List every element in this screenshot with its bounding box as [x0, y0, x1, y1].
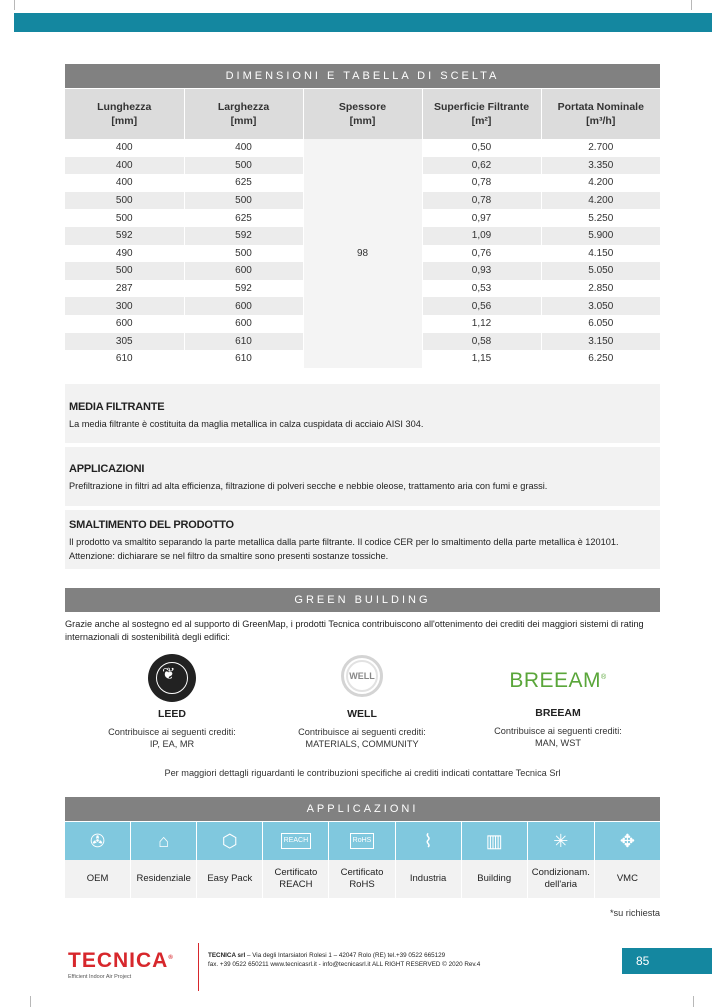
app-label: Easy Pack [197, 860, 262, 898]
cell-superficie: 1,09 [422, 227, 541, 245]
header-portata: Portata Nominale [m³/h] [541, 89, 660, 139]
crop-mark [693, 996, 694, 1007]
cell-portata: 5.900 [541, 227, 660, 245]
header-larghezza: Larghezza [mm] [184, 89, 303, 139]
header-spessore: Spessore [mm] [303, 89, 422, 139]
cert-well [272, 655, 452, 750]
cell-larghezza: 600 [184, 297, 303, 315]
cell-lunghezza: 500 [65, 192, 184, 210]
cell-portata: 4.150 [541, 245, 660, 263]
green-building-section-title: GREEN BUILDING [65, 588, 660, 612]
cell-larghezza: 500 [184, 245, 303, 263]
cell-superficie: 0,78 [422, 174, 541, 192]
media-filtrante-text: La media filtrante è costituita da maglia metallica in calza cuspidata di acciaio AISI 304. [69, 419, 424, 429]
snowflake-icon: ✳ [528, 822, 594, 860]
cell-larghezza: 600 [184, 262, 303, 280]
cert-leed [82, 654, 262, 750]
cell-lunghezza: 490 [65, 245, 184, 263]
rohs-icon: RoHS [329, 822, 394, 860]
cell-superficie: 0,78 [422, 192, 541, 210]
building-icon: ▥ [462, 822, 527, 860]
well-logo-icon: WELL [341, 655, 383, 697]
cell-larghezza: 625 [184, 209, 303, 227]
app-industria [396, 822, 462, 898]
top-accent-bar [14, 13, 712, 32]
cell-portata: 3.050 [541, 297, 660, 315]
cert-credits: MATERIALS, COMMUNITY [305, 739, 419, 749]
cell-lunghezza: 305 [65, 333, 184, 351]
cell-portata: 6.250 [541, 350, 660, 368]
cell-portata: 6.050 [541, 315, 660, 333]
footer-line-1: TECNICA srl – Via degli Intarsiatori Rolesi 1 – 42047 Rolo (RE) tel.+39 0522 665129 [208, 952, 446, 959]
cell-portata: 5.050 [541, 262, 660, 280]
crop-mark [30, 996, 31, 1007]
ventilation-icon: ✥ [595, 822, 660, 860]
reach-icon: REACH [263, 822, 328, 860]
smaltimento-text-2: Attenzione: dichiarare se nel filtro da smaltire sono presenti sostanze tossiche. [69, 551, 389, 561]
header-lunghezza: Lunghezza [mm] [65, 89, 184, 139]
app-residenziale [131, 822, 197, 898]
cell-portata: 4.200 [541, 192, 660, 210]
smaltimento-title: SMALTIMENTO DEL PRODOTTO [69, 519, 234, 531]
app-label: Industria [396, 860, 461, 898]
app-label: Certificato REACH [263, 860, 328, 898]
cell-lunghezza: 500 [65, 209, 184, 227]
cell-portata: 2.850 [541, 280, 660, 298]
applicazioni-section-title: APPLICAZIONI [65, 797, 660, 821]
app-rohs [329, 822, 395, 898]
cert-credits-label: Contribuisce ai seguenti crediti: [298, 727, 426, 737]
cell-superficie: 0,53 [422, 280, 541, 298]
smaltimento-text-1: Il prodotto va smaltito separando la parte metallica dalla parte filtrante. Il codice CER per lo smaltimento della parte metallica è 120101. [69, 537, 619, 547]
cert-credits: MAN, WST [535, 738, 581, 748]
app-oem [65, 822, 131, 898]
cell-larghezza: 625 [184, 174, 303, 192]
cell-larghezza: 592 [184, 227, 303, 245]
cert-credits-label: Contribuisce ai seguenti crediti: [494, 726, 622, 736]
app-label: Condizionam. dell'aria [528, 860, 594, 898]
app-label: OEM [65, 860, 130, 898]
cell-portata: 5.250 [541, 209, 660, 227]
footer-contact [208, 951, 480, 969]
dimensions-section-title: DIMENSIONI E TABELLA DI SCELTA [65, 64, 660, 88]
brand-name: TECNICA® [68, 949, 174, 972]
cell-superficie: 1,12 [422, 315, 541, 333]
cell-larghezza: 600 [184, 315, 303, 333]
media-filtrante-box [65, 384, 660, 443]
cert-credits-label: Contribuisce ai seguenti crediti: [108, 727, 236, 737]
industry-icon: ⌇ [396, 822, 461, 860]
applications-table [65, 822, 660, 898]
su-richiesta-note: *su richiesta [609, 908, 660, 918]
applicazioni-box [65, 447, 660, 506]
crop-mark [691, 0, 692, 10]
cert-credits: IP, EA, MR [149, 739, 195, 749]
cell-superficie: 0,50 [422, 139, 541, 157]
cell-larghezza: 610 [184, 350, 303, 368]
fan-icon: ✇ [65, 822, 130, 860]
cell-lunghezza: 500 [65, 262, 184, 280]
cell-portata: 3.150 [541, 333, 660, 351]
cell-spessore: 98 [303, 139, 422, 368]
app-easy-pack [197, 822, 263, 898]
app-label: Building [462, 860, 527, 898]
table-row [65, 139, 660, 157]
cell-lunghezza: 400 [65, 157, 184, 175]
footer-line-2: fax. +39 0522 650211 www.tecnicasrl.it - info@tecnicasrl.it ALL RIGHT RESERVED © 2020 Rev.4 [208, 961, 481, 968]
app-label: VMC [595, 860, 660, 898]
app-building [462, 822, 528, 898]
tecnica-logo [68, 946, 188, 981]
media-filtrante-title: MEDIA FILTRANTE [69, 401, 165, 413]
app-label: Residenziale [131, 860, 196, 898]
crop-mark [14, 0, 15, 10]
cert-breeam [468, 658, 648, 749]
brand-tagline: Efficient Indoor Air Project [68, 974, 132, 980]
breeam-logo-icon: BREEAM® [509, 669, 607, 692]
table-header-row [65, 89, 660, 139]
cell-lunghezza: 400 [65, 139, 184, 157]
residential-icon: ⌂ [131, 822, 196, 860]
app-reach [263, 822, 329, 898]
leed-logo-icon: ❦ [148, 654, 196, 702]
app-label: Certificato RoHS [329, 860, 394, 898]
cell-portata: 2.700 [541, 139, 660, 157]
green-building-description: Grazie anche al sostegno ed al supporto di GreenMap, i prodotti Tecnica contribuiscono all'ottenimento dei crediti dei maggiori sistemi di rating internazionali di sostenibilità degli edifici: [65, 619, 644, 642]
box-icon: ⬡ [197, 822, 262, 860]
footer-divider [198, 943, 199, 991]
dimensions-table [65, 89, 660, 368]
app-condizionamento [528, 822, 595, 898]
cell-superficie: 0,62 [422, 157, 541, 175]
app-vmc [595, 822, 660, 898]
cell-superficie: 0,58 [422, 333, 541, 351]
cell-larghezza: 500 [184, 157, 303, 175]
cell-larghezza: 610 [184, 333, 303, 351]
cell-lunghezza: 592 [65, 227, 184, 245]
cell-lunghezza: 287 [65, 280, 184, 298]
cert-name: LEED [157, 708, 186, 720]
applicazioni-text: Prefiltrazione in filtri ad alta efficienza, filtrazione di polveri secche e nebbie oleose, trattamento aria con fumi e grassi. [69, 481, 548, 491]
cert-name: WELL [347, 708, 377, 720]
cell-superficie: 0,97 [422, 209, 541, 227]
cell-lunghezza: 600 [65, 315, 184, 333]
cert-name: BREEAM [535, 707, 581, 719]
page-number: 85 [622, 948, 712, 974]
cell-larghezza: 592 [184, 280, 303, 298]
cell-superficie: 0,93 [422, 262, 541, 280]
cell-portata: 3.350 [541, 157, 660, 175]
cell-lunghezza: 400 [65, 174, 184, 192]
cell-superficie: 0,56 [422, 297, 541, 315]
cell-superficie: 0,76 [422, 245, 541, 263]
cell-lunghezza: 300 [65, 297, 184, 315]
smaltimento-box [65, 510, 660, 569]
cell-portata: 4.200 [541, 174, 660, 192]
header-superficie: Superficie Filtrante [m²] [422, 89, 541, 139]
applicazioni-title: APPLICAZIONI [69, 463, 145, 475]
cell-larghezza: 400 [184, 139, 303, 157]
cell-lunghezza: 610 [65, 350, 184, 368]
cell-larghezza: 500 [184, 192, 303, 210]
cell-superficie: 1,15 [422, 350, 541, 368]
contact-note: Per maggiori dettagli riguardanti le contribuzioni specifiche ai crediti indicati contattare Tecnica Srl [164, 768, 561, 778]
